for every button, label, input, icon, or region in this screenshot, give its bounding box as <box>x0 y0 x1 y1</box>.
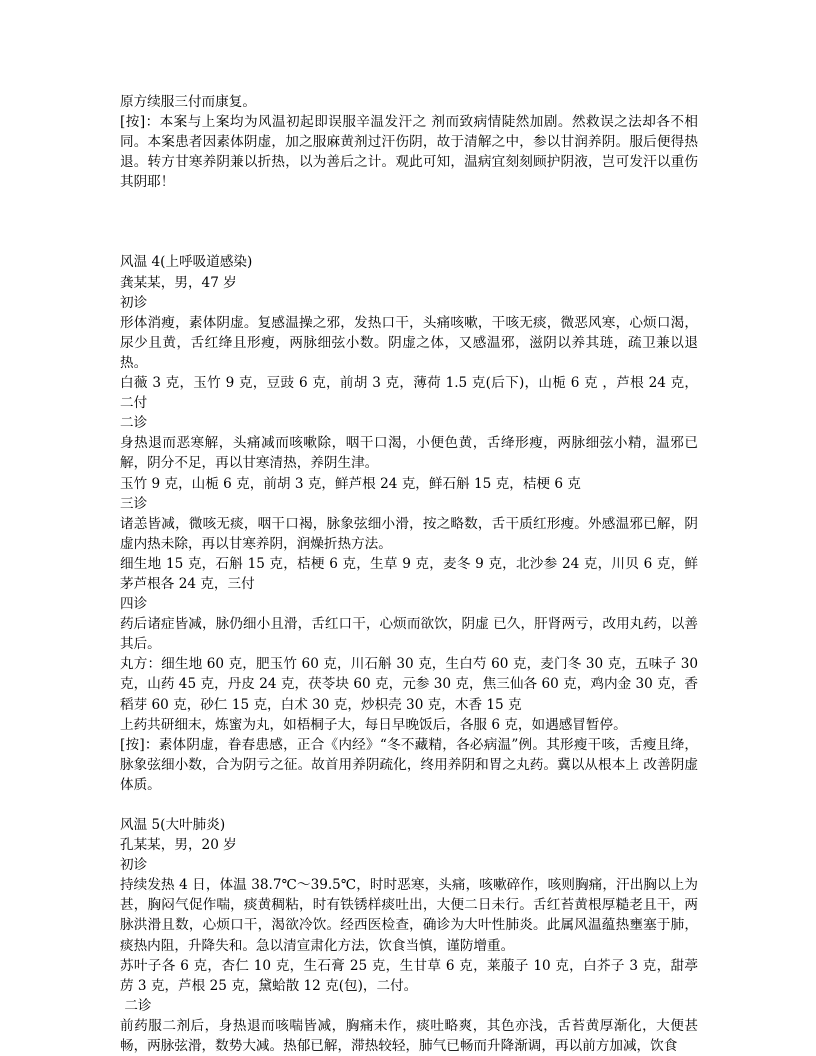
case4-visit4-pill-formula: 丸方：细生地 60 克，肥玉竹 60 克，川石斛 30 克，生白芍 60 克，麦门冬 30 克，五味子 30 克，山药 45 克，丹皮 24 克，茯苓块 60 克，元参 30 克，焦三仙各 60 克，鸡内金 30 克，香稻芽 60 克，砂仁 15 克，白术 30 克，炒枳壳 30 克，木香 15 克 <box>120 656 698 713</box>
case4-visit2-prescription: 玉竹 9 克，山栀 6 克，前胡 3 克，鲜芦根 24 克，鲜石斛 15 克，桔梗 6 克 <box>120 475 581 492</box>
case5-visit2-symptoms: 前药服二剂后，身热退而咳喘皆减，胸痛未作，痰吐略爽，其色亦浅，舌苔黄厚渐化，大便甚畅，两脉弦滑，数势大减。热郁已解，滞热较轻，肺气已畅而升降渐调，再以前方加减，饮食 <box>120 1017 698 1055</box>
document-page <box>120 92 698 1056</box>
case5-title: 风温 5(大叶肺炎) <box>120 817 226 833</box>
section-gap <box>120 795 698 815</box>
case4-visit4-instructions: 上药共研细末，炼蜜为丸，如梧桐子大，每日早晚饭后，各服 6 克，如遇感冒暂停。 <box>120 716 627 733</box>
case4-visit3-prescription: 细生地 15 克，石斛 15 克，桔梗 6 克，生草 9 克，麦冬 9 克，北沙参 24 克，川贝 6 克，鲜茅芦根各 24 克，三付 <box>120 555 698 592</box>
section-gap <box>120 192 698 252</box>
case4-visit3-symptoms: 诸恙皆减，微咳无痰，咽干口褐，脉象弦细小滑，按之略数，舌干质红形瘦。外感温邪已解，阴虚内热未除，再以甘寒养阴，润燥折热方法。 <box>120 515 698 552</box>
case5-patient: 孔某某，男，20 岁 <box>120 837 237 854</box>
case5-visit2-label: 二诊 <box>120 997 152 1014</box>
case4-visit4-label: 四诊 <box>120 596 148 613</box>
case4-visit2-label: 二诊 <box>120 415 148 432</box>
case5-visit1-prescription: 苏叶子各 6 克，杏仁 10 克，生石膏 25 克，生甘草 6 克，莱菔子 10 克，白芥子 3 克，甜葶苈 3 克，芦根 25 克，黛蛤散 12 克(包)，二付。 <box>120 957 698 994</box>
case4-visit2-symptoms: 身热退而恶寒解，头痛减而咳嗽除，咽干口渴，小便色黄，舌绛形瘦，两脉细弦小精，温邪已解，阴分不足，再以甘寒清热，养阴生津。 <box>120 435 698 472</box>
case5-visit1-label: 初诊 <box>120 857 148 874</box>
intro-note: [按]：本案与上案均为风温初起即误服辛温发汗之 剂而致病情陡然加剧。然救误之法却各不相同。本案患者因素体阴虚，加之服麻黄剂过汗伤阴，故于清解之中，参以甘润养阴。服后便得热退。转方甘寒养阴兼以折热，以为善后之计。观此可知，温病宜刻刻顾护阴液，岂可发汗以重伤其阴耶！ <box>120 114 698 191</box>
case4-visit1-prescription: 白薇 3 克，玉竹 9 克，豆豉 6 克，前胡 3 克，薄荷 1.5 克(后下)，山栀 6 克 ，芦根 24 克，二付 <box>120 375 698 412</box>
case5-visit1-symptoms: 持续发热 4 日，体温 38.7℃～39.5℃，时时恶寒，头痛，咳嗽碎作，咳则胸痛，汗出胸以上为甚，胸闷气促作喘，痰黄稠粘，时有铁锈样痰吐出，大便二日未行。舌红苔黄根厚糙老且干，两脉洪滑且数，心烦口干，渴欲冷饮。经西医检查，确诊为大叶性肺炎。此属风温蕴热壅塞于肺，痰热内阻，升降失和。急以清宣肃化方法，饮食当慎，谨防增重。 <box>120 877 698 954</box>
case4-visit1-label: 初诊 <box>120 294 148 311</box>
case4-patient: 龚某某，男，47 岁 <box>120 274 237 291</box>
intro-line: 原方续服三付而康复。 <box>120 94 256 110</box>
case4-commentary: [按]：素体阴虚，眷春患感，正合《内经》“冬不藏精，各必病温”例。其形瘦干咳，舌瘦且绛，脉象弦细小数，合为阴亏之征。故首用养阴疏化，终用养阴和胃之丸药。冀以从根本上 改善阴虚体质。 <box>120 736 698 793</box>
case4-visit4-symptoms: 药后诸症皆减，脉仍细小且滑，舌红口干，心烦而欲饮，阴虚 已久，肝肾两亏，改用丸药，以善其后。 <box>120 616 698 653</box>
case4-title: 风温 4(上呼吸道感染) <box>120 254 253 271</box>
case4-visit3-label: 三诊 <box>120 495 148 512</box>
case4-visit1-symptoms: 形体消瘦，素体阴虚。复感温操之邪，发热口干，头痛咳嗽，干咳无痰，微恶风寒，心烦口渴，尿少且黄，舌红绛且形瘦，两脉细弦小数。阴虚之体，又感温邪，滋阴以养其琏，疏卫兼以退热。 <box>120 314 698 371</box>
